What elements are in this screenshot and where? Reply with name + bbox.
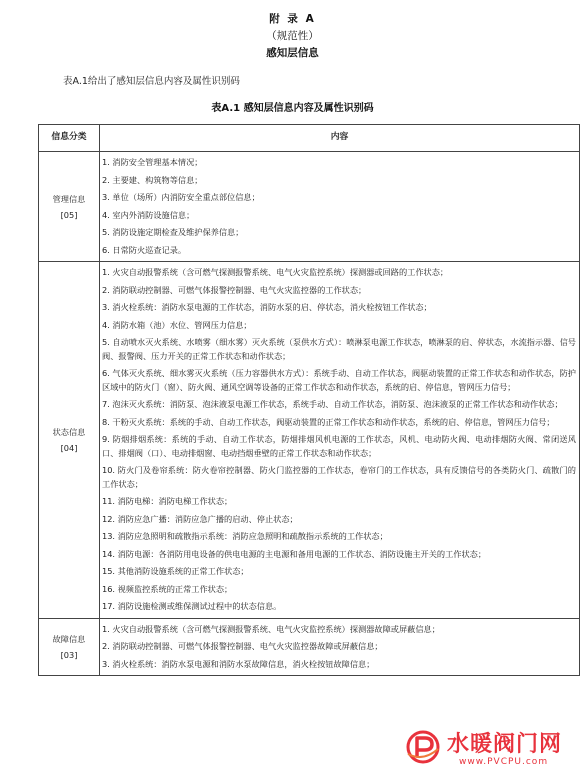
table-caption: 表A.1 感知层信息内容及属性识别码: [211, 103, 374, 114]
category-cell: [39, 262, 100, 619]
content-item: 2. 消防联动控制器、可燃气体报警控制器、电气火灾监控器故障或屏蔽信息；: [102, 641, 383, 651]
content-cell: [100, 262, 580, 619]
category-code: [04]: [60, 442, 78, 453]
content-item: 9. 防烟排烟系统：系统的手动、自动工作状态，防烟排烟风机电源的工作状态，风机、电动防火阀、电动排烟防火阀、常闭送风口、排烟阀（口）、电动排烟窗、电动挡烟垂壁的正常工作状态和动作状态；: [102, 434, 576, 458]
content-item: 13. 消防应急照明和疏散指示系统：消防应急照明和疏散指示系统的工作状态；: [102, 531, 388, 541]
category-cell: [39, 618, 100, 676]
content-cell: [100, 152, 580, 262]
content-item: 3. 单位（场所）内消防安全重点部位信息；: [102, 192, 260, 202]
content-item: 12. 消防应急广播：消防应急广播的启动、停止状态；: [102, 513, 298, 524]
content-item: 16. 视频监控系统的正常工作状态；: [102, 583, 233, 594]
content-item: 11. 消防电梯：消防电梯工作状态；: [102, 496, 233, 506]
content-item: 3. 消火栓系统：消防水泵电源和消防水泵故障信息，消火栓按钮故障信息；: [102, 658, 375, 669]
content-item: 4. 消防水箱（池）水位、管网压力信息；: [102, 319, 252, 330]
content-item: 1. 火灾自动报警系统（含可燃气探测报警系统、电气火灾监控系统）探测器故障或屏蔽信息；: [102, 623, 440, 634]
content-item: 1. 火灾自动报警系统（含可燃气探测报警系统、电气火灾监控系统）探测器或回路的工作状态；: [102, 267, 449, 277]
content-item: 6. 日常防火巡查记录。: [102, 244, 187, 255]
content-item: 2. 主要建、构筑物等信息；: [102, 174, 203, 185]
category-cell: [39, 152, 100, 262]
category-code: [03]: [60, 649, 78, 660]
watermark-title: 水暖阀门网: [447, 732, 563, 757]
content-item: 6. 气体灭火系统、细水雾灭火系统（压力容器供水方式）：系统手动、自动工作状态，阀驱动装置的正常工作状态和动作状态，防护区域中的防火门（窗）、防火阀、通风空调等设备的正常工作状态和动作状态，系统的启、停信息，管网压力信号；: [102, 368, 576, 392]
intro-paragraph: 表A.1给出了感知层信息内容及属性识别码: [63, 76, 240, 87]
content-item: 3. 消火栓系统：消防水泵电源的工作状态，消防水泵的启、停状态，消火栓按钮工作状态；: [102, 302, 432, 312]
table-row: [39, 262, 580, 619]
content-item: 7. 泡沫灭火系统：消防泵、泡沫液泵电源工作状态，系统手动、自动工作状态，消防泵、泡沫液泵的正常工作状态和动作状态；: [102, 399, 563, 409]
content-item: 17. 消防设施检测或维保测试过程中的状态信息。: [102, 601, 282, 611]
appendix-title: 感知层信息: [266, 47, 319, 59]
table-header-row: [39, 125, 580, 152]
content-item: 5. 消防设施定期检查及维护保养信息；: [102, 227, 244, 237]
site-watermark: [403, 726, 583, 772]
pvcpu-logo-icon: [405, 729, 441, 765]
category-name: 管理信息: [52, 193, 86, 204]
content-item: 8. 干粉灭火系统：系统的手动、自动工作状态，阀驱动装置的正常工作状态和动作状态，系统的启、停信息，管网压力信号；: [102, 416, 555, 427]
table-row: [39, 618, 580, 676]
info-table: [38, 124, 580, 676]
content-item: 1. 消防安全管理基本情况；: [102, 157, 203, 167]
content-item: 5. 自动喷水灭火系统、水喷雾（细水雾）灭火系统（泵供水方式）：喷淋泵电源工作状态，喷淋泵的启、停状态，水流指示器、信号阀、报警阀、压力开关的正常工作状态和动作状态；: [102, 337, 576, 361]
content-item: 4. 室内外消防设施信息；: [102, 209, 195, 220]
table-row: [39, 152, 580, 262]
content-item: 14. 消防电源：各消防用电设备的供电电源的主电源和备用电源的工作状态、消防设施主开关的工作状态；: [102, 548, 487, 559]
category-code: [05]: [60, 209, 78, 220]
appendix-heading: 附 录 A: [269, 13, 316, 25]
content-cell: [100, 618, 580, 676]
category-name: 故障信息: [52, 633, 86, 644]
watermark-url: www.PVCPU.com: [459, 757, 549, 767]
normative-note: （规范性）: [266, 30, 319, 42]
content-item: 10. 防火门及卷帘系统：防火卷帘控制器、防火门监控器的工作状态，卷帘门的工作状态，具有反馈信号的各类防火门、疏散门的工作状态；: [102, 465, 576, 489]
category-name: 状态信息: [52, 426, 86, 437]
content-item: 2. 消防联动控制器、可燃气体报警控制器、电气火灾监控器的工作状态；: [102, 284, 367, 295]
column-header-content: 内容: [100, 125, 580, 152]
content-item: 15. 其他消防设施系统的正常工作状态；: [102, 566, 249, 576]
table-body: [39, 152, 580, 676]
column-header-category: 信息分类: [39, 125, 100, 152]
